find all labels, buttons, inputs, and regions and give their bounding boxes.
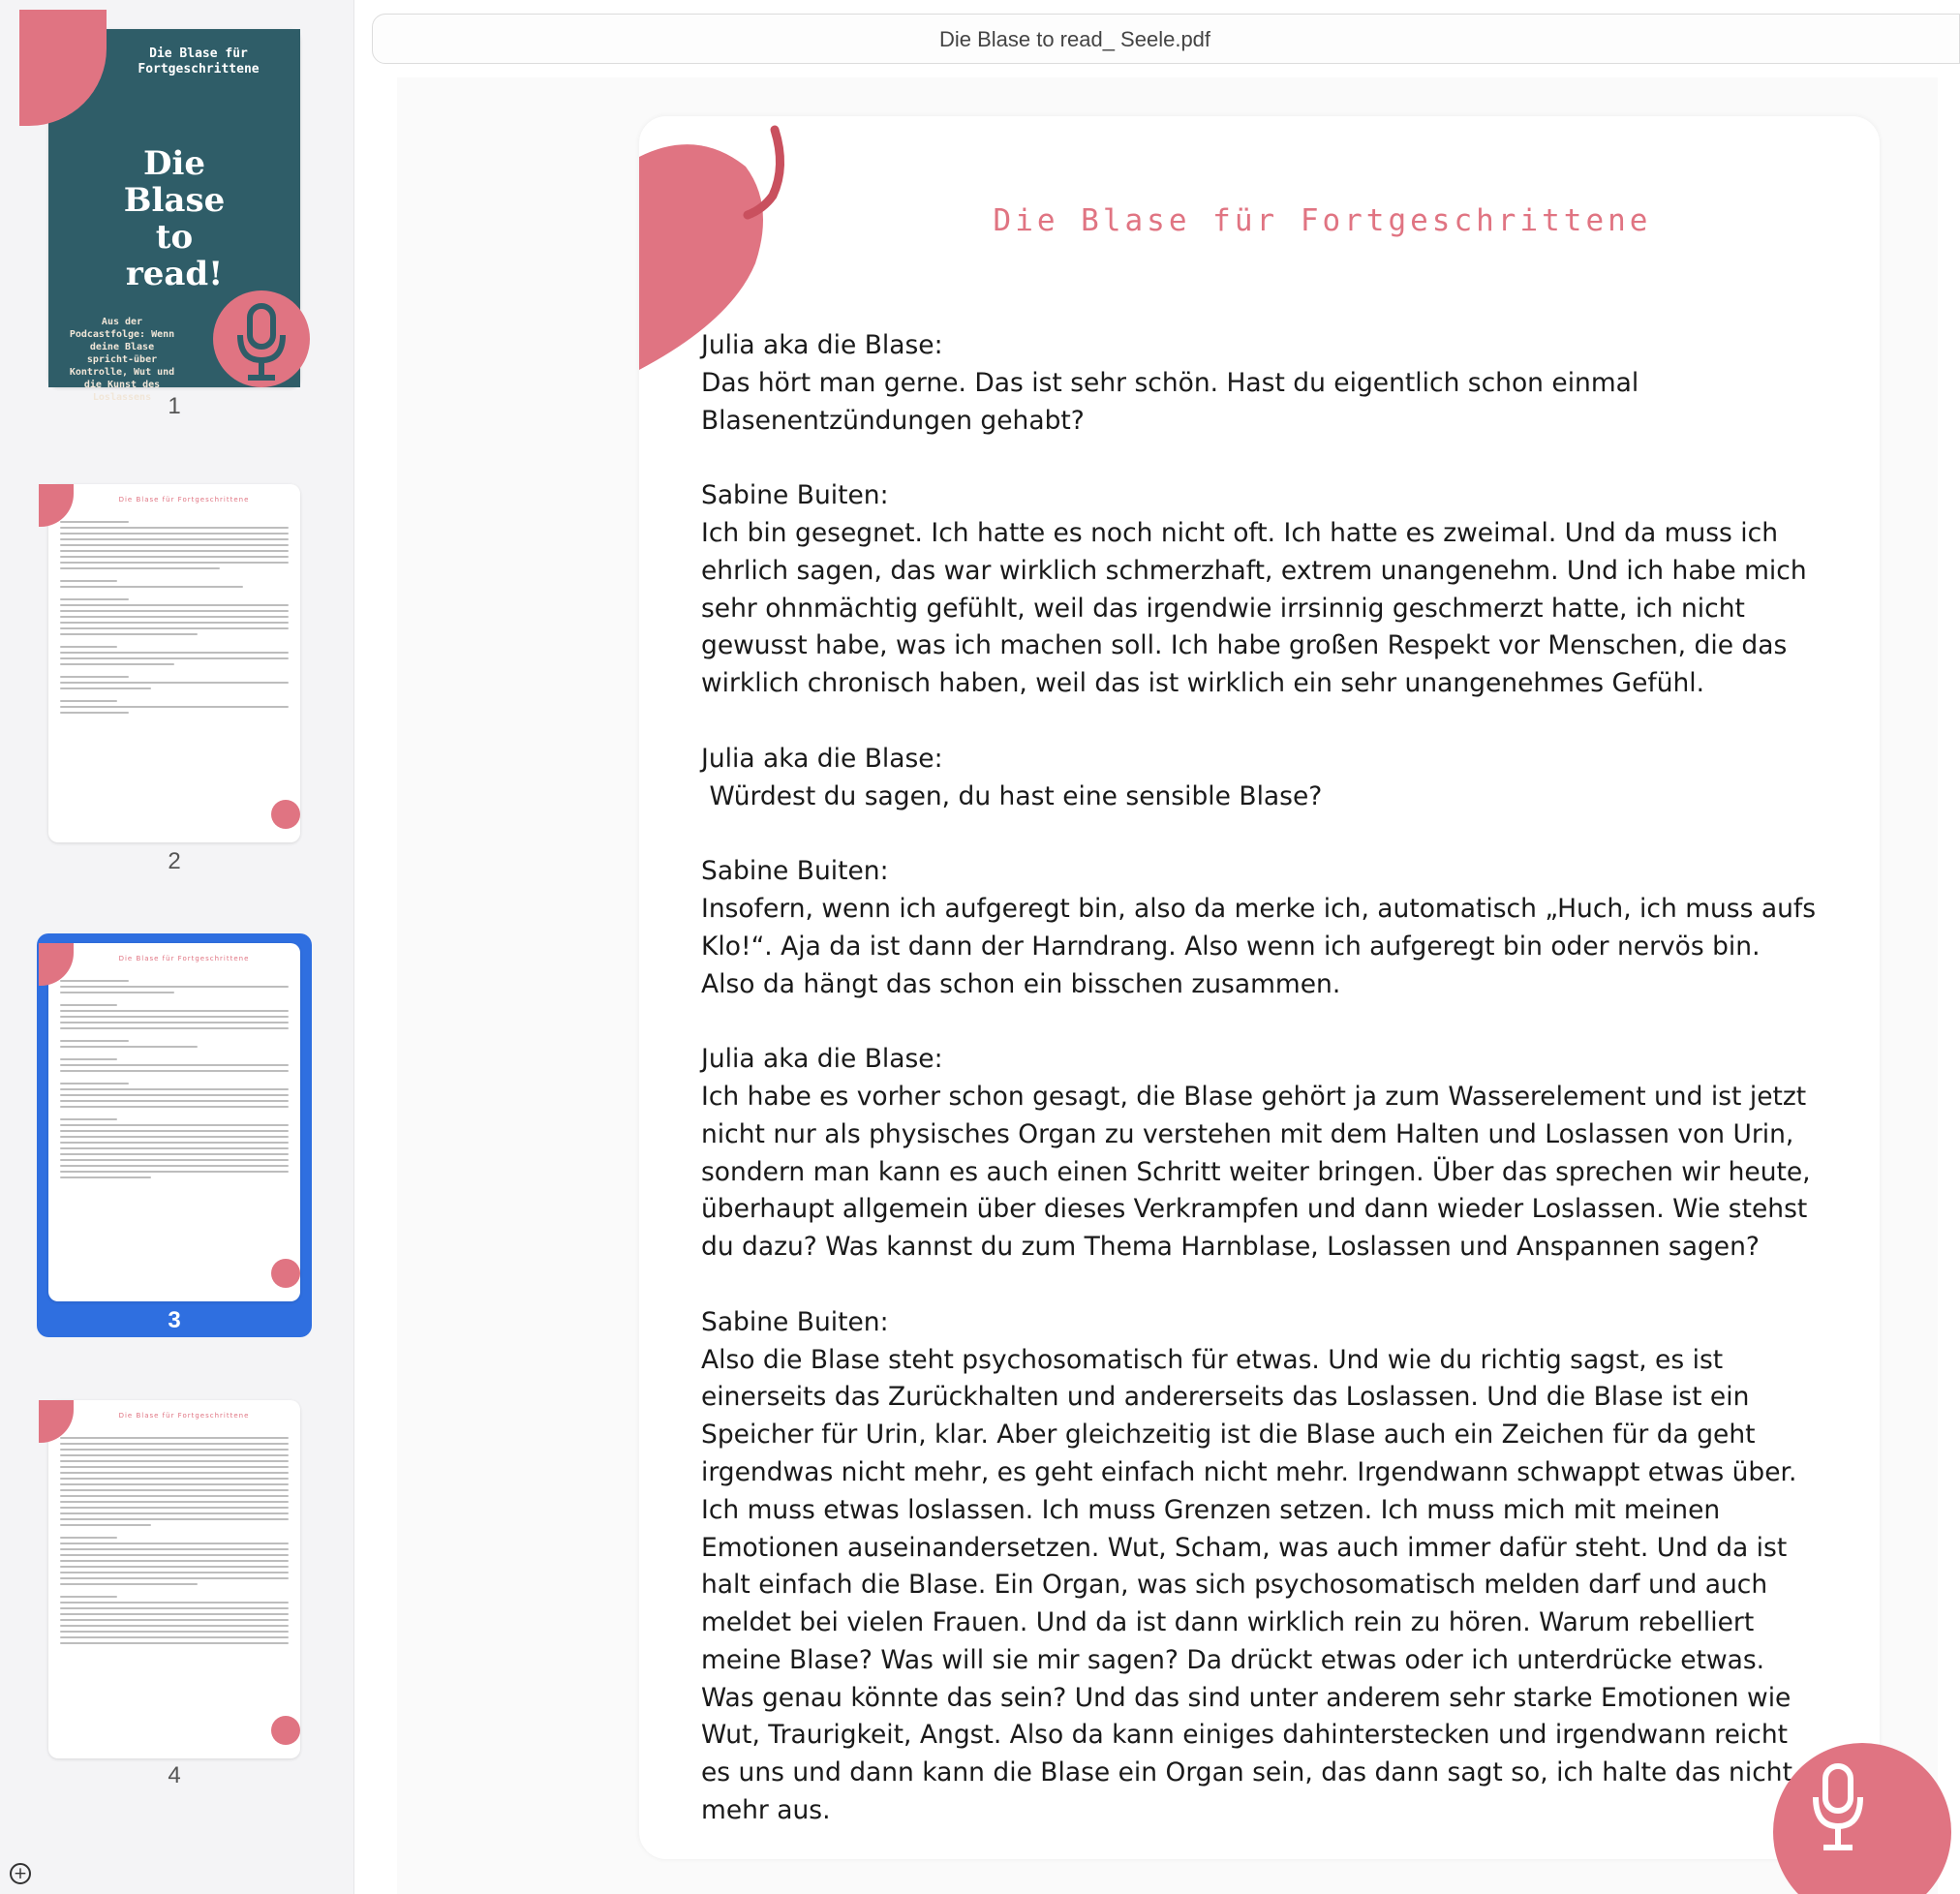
cover-main-title	[87, 145, 261, 292]
dialogue-line: Also die Blase steht psychosomatisch für etwas. Und wie du richtig sagst, es ist einerseits das Zurückhalten und andererseits das Loslassen. Und die Blase ist ein Speicher für Urin, klar. Aber gleichzeitig ist die Blase auch ein Zeichen für da geht irgendwas nicht mehr, es geht einfach nicht mehr. Irgendwann schwappt etwas über. Ich muss etwas loslassen. Ich muss Grenzen setzen. Ich muss mich mit meinen Emotionen auseinandersetzen. Wut, Scham, was auch immer dafür steht. Und da ist halt einfach die Blase. Ein Organ, was sich psychosomatisch melden darf und auch meldet bei vielen Frauen. Und da ist dann wirklich rein zu hören. Warum rebelliert meine Blase? Was will sie mir sagen? Da drückt etwas oder ich unterdrücke etwas. Was genau könnte das sein? Und das sind unter anderem sehr starke Emotionen wie Wut, Traurigkeit, Angst. Also da kann einiges dahinterstecken und irgendwann reicht es uns und dann kann die Blase ein Organ sein, das dann sagt so, ich halte das nicht mehr aus.	[701, 1344, 1797, 1826]
thumbnail-page-2[interactable]	[48, 484, 300, 842]
thumbnail-sidebar	[0, 0, 354, 1894]
dialogue-line: Ich bin gesegnet. Ich hatte es noch nicht oft. Ich hatte es zweimal. Und da muss ich ehrlich sagen, das war wirklich schmerzhaft, extrem unangenehm. Und ich habe mich sehr ohnmächtig gefühlt, weil das irgendwie irrsinnig geschmerzt hatte, ich nicht gewusst habe, was ich machen soll. Ich habe großen Respekt vor Menschen, die das wirklich chronisch haben, weil das ist wirklich ein sehr unangenehmes Gefühl.	[701, 517, 1807, 699]
speaker-label: Sabine Buiten:	[701, 856, 889, 887]
page-number-label: 1	[168, 393, 181, 419]
dialogue-entry	[701, 1304, 1822, 1830]
dialogue-entry	[701, 741, 1822, 816]
dialogue-entry	[701, 477, 1822, 703]
microphone-icon	[213, 290, 310, 387]
thumbnail-image	[48, 29, 300, 403]
document-title: Die Blase für Fortgeschrittene	[993, 203, 1652, 238]
microphone-icon	[1773, 1743, 1880, 1859]
speaker-label: Julia aka die Blase:	[701, 330, 943, 360]
microphone-icon	[271, 1259, 300, 1288]
document-title-bar	[372, 14, 1960, 64]
bladder-shape	[19, 10, 107, 126]
thumbnail-image	[48, 943, 300, 1301]
microphone-icon	[271, 800, 300, 829]
thumbnail-text-lines	[60, 980, 289, 1182]
cover-top-title: Die Blase für Fortgeschrittene	[138, 46, 260, 76]
thumbnail-title: Die Blase für Fortgeschrittene	[118, 496, 250, 504]
thumbnail-text-lines	[60, 1437, 289, 1648]
page-number-label: 3	[168, 1307, 181, 1333]
add-page-button[interactable]: +	[10, 1863, 31, 1884]
dialogue-line: Das hört man gerne. Das ist sehr schön. Hast du eigentlich schon einmal Blasenentzündungen gehabt?	[701, 367, 1639, 436]
document-page	[639, 116, 1880, 1859]
dialogue-line: Ich habe es vorher schon gesagt, die Blase gehört ja zum Wasserelement und ist jetzt nicht nur als physisches Organ zu verstehen mit dem Halten und Loslassen von Urin, sondern man kann es auch einen Schritt weiter bringen. Über das sprechen wir heute, überhaupt allgemein über dieses Verkrampfen und dann wieder Loslassen. Wie stehst du dazu? Was kannst du zum Thema Harnblase, Loslassen und Anspannen sagen?	[701, 1081, 1811, 1263]
thumbnail-page-3[interactable]	[48, 943, 300, 1301]
thumbnail-title: Die Blase für Fortgeschrittene	[118, 955, 250, 962]
dialogue-line: Insofern, wenn ich aufgeregt bin, also da merke ich, automatisch „Huch, ich muss aufs Klo!“. Aja da ist dann der Harndrang. Also wenn ich aufgeregt bin oder nervös bin. Also da hängt das schon ein bisschen zusammen.	[701, 893, 1817, 999]
cover-title-line: Die Blase	[123, 144, 226, 220]
page-number-label: 2	[168, 848, 181, 874]
thumbnail-page-1[interactable]	[48, 29, 300, 403]
cover-title-line: to	[155, 218, 194, 257]
page-number-label: 4	[168, 1762, 181, 1788]
thumbnail-image	[48, 484, 300, 842]
speaker-label: Sabine Buiten:	[701, 480, 889, 511]
cover-podcast-text: Aus der Podcastfolge: Wenn deine Blase spricht-über Kontrolle, Wut und die Kunst des Loslassens	[69, 317, 175, 403]
thumbnail-image	[48, 1400, 300, 1758]
speaker-label: Sabine Buiten:	[701, 1306, 889, 1337]
dialogue-line: Würdest du sagen, du hast eine sensible Blase?	[701, 780, 1323, 811]
speaker-label: Julia aka die Blase:	[701, 1044, 943, 1075]
cover-title-line: read!	[125, 255, 224, 293]
microphone-icon	[271, 1716, 300, 1745]
dialogue-entry	[701, 853, 1822, 1003]
file-name: Die Blase to read_ Seele.pdf	[938, 27, 1211, 51]
thumbnail-text-lines	[60, 521, 289, 718]
thumbnail-title: Die Blase für Fortgeschrittene	[118, 1412, 250, 1420]
dialogue-entry	[701, 327, 1822, 440]
speaker-label: Julia aka die Blase:	[701, 743, 943, 774]
dialogue-entry	[701, 1041, 1822, 1267]
dialogue-text	[701, 327, 1822, 1830]
cover-image	[48, 29, 300, 403]
thumbnail-page-4[interactable]	[48, 1400, 300, 1758]
